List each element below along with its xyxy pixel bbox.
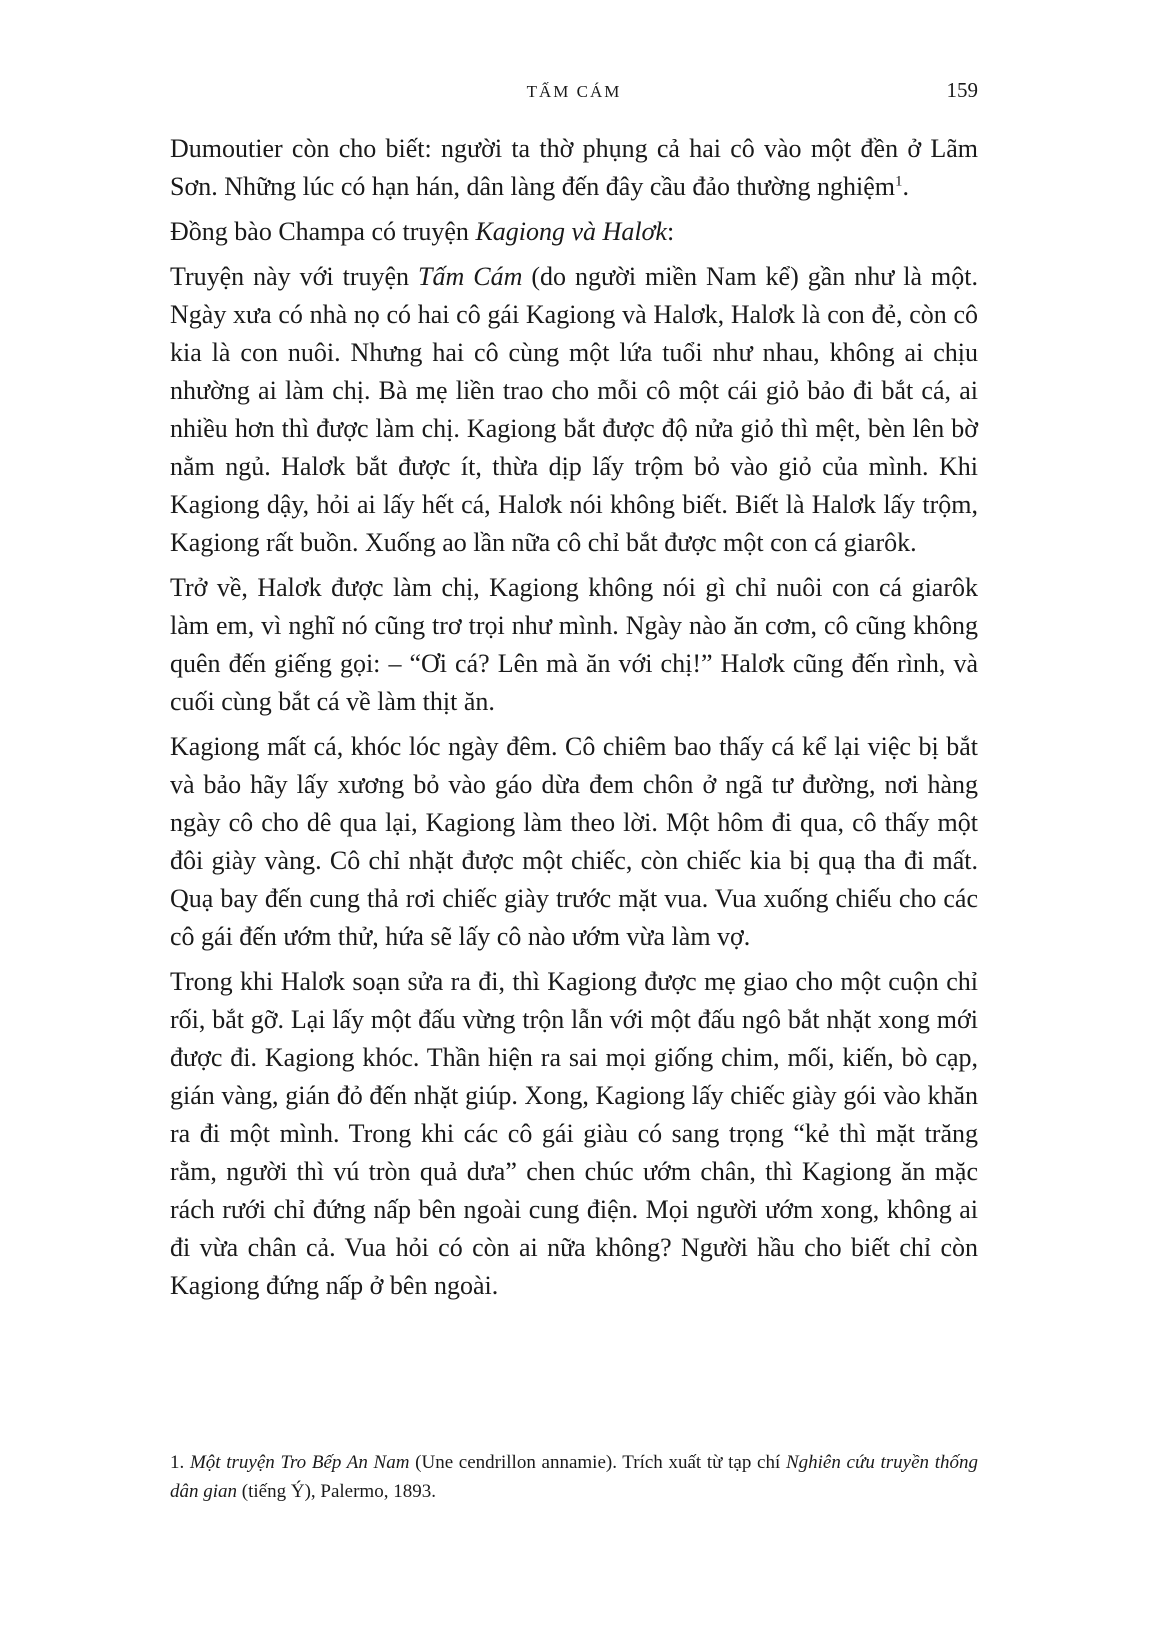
footnotes	[170, 1448, 978, 1506]
chapter-title: TẤM CÁM	[526, 82, 622, 101]
paragraph-1: Dumoutier còn cho biết: người ta thờ phụng cả hai cô vào một đền ở Lãm Sơn. Những lúc có hạn hán, dân làng đến đây cầu đảo thường nghiệm$^1$.	[170, 134, 978, 201]
paragraph-5: Kagiong mất cá, khóc lóc ngày đêm. Cô chiêm bao thấy cá kể lại việc bị bắt và bảo hãy lấy xương bỏ vào gáo dừa đem chôn ở ngã tư đường, nơi hàng ngày cô cho dê qua lại, Kagiong làm theo lời. Một hôm đi qua, cô thấy một đôi giày vàng. Cô chỉ nhặt được một chiếc, còn chiếc kia bị quạ tha đi mất. Quạ bay đến cung thả rơi chiếc giày trước mặt vua. Vua xuống chiếu cho các cô gái đến ướm thử, hứa sẽ lấy cô nào ướm vừa làm vợ.	[170, 732, 978, 951]
body-text	[170, 130, 978, 1312]
story-title: Kagiong và Halơk	[475, 217, 667, 246]
footnote-1: 1. Một truyện Tro Bếp An Nam (Une cendrillon annamie). Trích xuất từ tạp chí Nghiên cứu truyền thống dân gian (tiếng Ý), Palermo, 1893.	[170, 1452, 979, 1502]
paragraph-3: Truyện này với truyện Tấm Cám (do người miền Nam kể) gần như là một. Ngày xưa có nhà nọ có hai cô gái Kagiong và Halơk, Halơk là con đẻ, còn cô kia là con nuôi. Nhưng hai cô cùng một lứa tuổi như nhau, không ai chịu nhường ai làm chị. Bà mẹ liền trao cho mỗi cô một cái giỏ bảo đi bắt cá, ai nhiều hơn thì được làm chị. Kagiong bắt được độ nửa giỏ thì mệt, bèn lên bờ nằm ngủ. Halơk bắt được ít, thừa dịp lấy trộm bỏ vào giỏ của mình. Khi Kagiong dậy, hỏi ai lấy hết cá, Halơk nói không biết. Biết là Halơk lấy trộm, Kagiong rất buồn. Xuống ao lần nữa cô chỉ bắt được một con cá giarôk.	[170, 262, 978, 557]
footnote-ref: 1	[895, 173, 903, 190]
book-page	[170, 0, 978, 1646]
running-header	[170, 78, 978, 108]
page-number: 159	[946, 78, 978, 102]
paragraph-2: Đồng bào Champa có truyện Kagiong và Halơk:	[170, 217, 675, 246]
paragraph-6: Trong khi Halơk soạn sửa ra đi, thì Kagiong được mẹ giao cho một cuộn chỉ rối, bắt gỡ. Lại lấy một đấu vừng trộn lẫn với một đấu ngô bắt nhặt xong mới được đi. Kagiong khóc. Thần hiện ra sai mọi giống chim, mối, kiến, bò cạp, gián vàng, gián đỏ đến nhặt giúp. Xong, Kagiong lấy chiếc giày gói vào khăn ra đi một mình. Trong khi các cô gái giàu có sang trọng “kẻ thì mặt trăng rằm, người thì vú tròn quả dưa” chen chúc ướm chân, thì Kagiong ăn mặc rách rưới chỉ đứng nấp bên ngoài cung điện. Mọi người ướm xong, không ai đi vừa chân cả. Vua hỏi có còn ai nữa không? Người hầu cho biết chỉ còn Kagiong đứng nấp ở bên ngoài.	[170, 967, 978, 1300]
paragraph-4: Trở về, Halơk được làm chị, Kagiong không nói gì chỉ nuôi con cá giarôk làm em, vì nghĩ nó cũng trơ trọi như mình. Ngày nào ăn cơm, cô cũng không quên đến giếng gọi: – “Ơi cá? Lên mà ăn với chị!” Halơk cũng đến rình, và cuối cùng bắt cá về làm thịt ăn.	[170, 573, 978, 716]
story-title: Tấm Cám	[418, 262, 523, 291]
